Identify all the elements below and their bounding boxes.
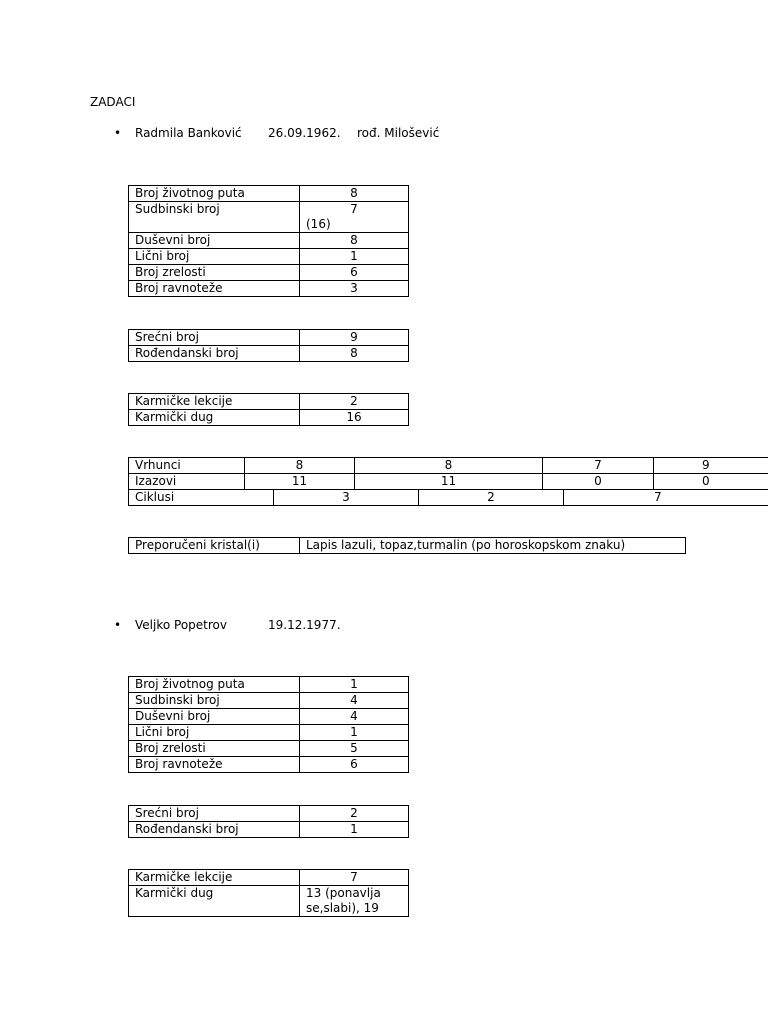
row-label: Ciklusi <box>129 490 274 506</box>
row-label: Srećni broj <box>129 330 300 346</box>
row-value: 9 <box>300 330 409 346</box>
row-label: Broj zrelosti <box>129 741 300 757</box>
challenge-value: 0 <box>654 474 768 490</box>
person1-name: Radmila Banković <box>135 126 242 140</box>
row-label: Broj ravnoteže <box>129 757 300 773</box>
challenge-value: 11 <box>245 474 355 490</box>
person2-lucky-table <box>128 805 409 838</box>
row-value: 1 <box>300 822 409 838</box>
row-label: Sudbinski broj <box>129 693 300 709</box>
person1-lucky-table <box>128 329 409 362</box>
peak-value: 8 <box>245 458 355 474</box>
challenge-value: 11 <box>355 474 543 490</box>
row-label: Karmički dug <box>129 886 300 917</box>
row-value: Lapis lazuli, topaz,turmalin (po horoskopskom znaku) <box>300 538 686 554</box>
row-value-cell <box>300 202 409 233</box>
peak-value: 7 <box>543 458 654 474</box>
row-value: 3 <box>300 281 409 297</box>
person2-name: Veljko Popetrov <box>135 618 227 632</box>
row-label: Karmički dug <box>129 410 300 426</box>
row-value: 6 <box>300 757 409 773</box>
row-value: 13 (ponavlja se,slabi), 19 <box>300 886 409 917</box>
row-label: Broj zrelosti <box>129 265 300 281</box>
peak-value: 8 <box>355 458 543 474</box>
person1-cycles-table <box>128 489 768 506</box>
bullet-icon: • <box>114 618 122 632</box>
row-label: Broj životnog puta <box>129 186 300 202</box>
row-label: Duševni broj <box>129 709 300 725</box>
table-row <box>129 886 409 917</box>
person1-maiden-name: rođ. Milošević <box>357 126 440 140</box>
table-row <box>129 458 768 474</box>
table-row <box>129 538 686 554</box>
row-value: 7 <box>350 202 358 216</box>
row-value: 5 <box>300 741 409 757</box>
row-value: 1 <box>300 249 409 265</box>
row-label: Duševni broj <box>129 233 300 249</box>
row-label: Vrhunci <box>129 458 245 474</box>
table-row <box>129 281 409 297</box>
row-label: Izazovi <box>129 474 245 490</box>
row-label: Lični broj <box>129 249 300 265</box>
row-value-note: (16) <box>306 217 331 231</box>
row-label: Rođendanski broj <box>129 346 300 362</box>
person1-karmic-table <box>128 393 409 426</box>
table-row <box>129 693 409 709</box>
table-row <box>129 757 409 773</box>
person1-crystal-table <box>128 537 686 554</box>
table-row <box>129 806 409 822</box>
table-row <box>129 677 409 693</box>
table-row <box>129 741 409 757</box>
person1-peaks-table <box>128 457 768 490</box>
table-row <box>129 870 409 886</box>
row-value: 1 <box>300 677 409 693</box>
table-row <box>129 709 409 725</box>
row-value: 2 <box>300 806 409 822</box>
row-value: 8 <box>300 233 409 249</box>
row-value: 6 <box>300 265 409 281</box>
bullet-icon: • <box>114 126 122 140</box>
row-label: Karmičke lekcije <box>129 394 300 410</box>
row-label: Srećni broj <box>129 806 300 822</box>
peak-value: 9 <box>654 458 768 474</box>
row-label: Lični broj <box>129 725 300 741</box>
cycle-value: 2 <box>419 490 564 506</box>
row-value: 1 <box>300 725 409 741</box>
row-value: 2 <box>300 394 409 410</box>
person2-numbers-table <box>128 676 409 773</box>
table-row <box>129 186 409 202</box>
cycle-value: 7 <box>564 490 768 506</box>
table-row <box>129 474 768 490</box>
table-row <box>129 490 768 506</box>
person1-date: 26.09.1962. <box>268 126 341 140</box>
table-row <box>129 822 409 838</box>
cycle-value: 3 <box>274 490 419 506</box>
row-value: 7 <box>300 870 409 886</box>
table-row <box>129 410 409 426</box>
table-row <box>129 346 409 362</box>
row-label: Sudbinski broj <box>129 202 300 233</box>
table-row <box>129 394 409 410</box>
table-row <box>129 265 409 281</box>
row-label: Broj životnog puta <box>129 677 300 693</box>
row-value: 8 <box>300 346 409 362</box>
row-label: Rođendanski broj <box>129 822 300 838</box>
row-value: 16 <box>300 410 409 426</box>
table-row <box>129 725 409 741</box>
row-value: 4 <box>300 709 409 725</box>
person2-date: 19.12.1977. <box>268 618 341 632</box>
table-row <box>129 330 409 346</box>
table-row <box>129 202 409 233</box>
page-heading: ZADACI <box>90 95 136 109</box>
person1-numbers-table <box>128 185 409 297</box>
person2-karmic-table <box>128 869 409 917</box>
challenge-value: 0 <box>543 474 654 490</box>
row-label: Broj ravnoteže <box>129 281 300 297</box>
table-row <box>129 233 409 249</box>
row-value: 4 <box>300 693 409 709</box>
table-row <box>129 249 409 265</box>
row-label: Karmičke lekcije <box>129 870 300 886</box>
row-value: 8 <box>300 186 409 202</box>
row-label: Preporučeni kristal(i) <box>129 538 300 554</box>
